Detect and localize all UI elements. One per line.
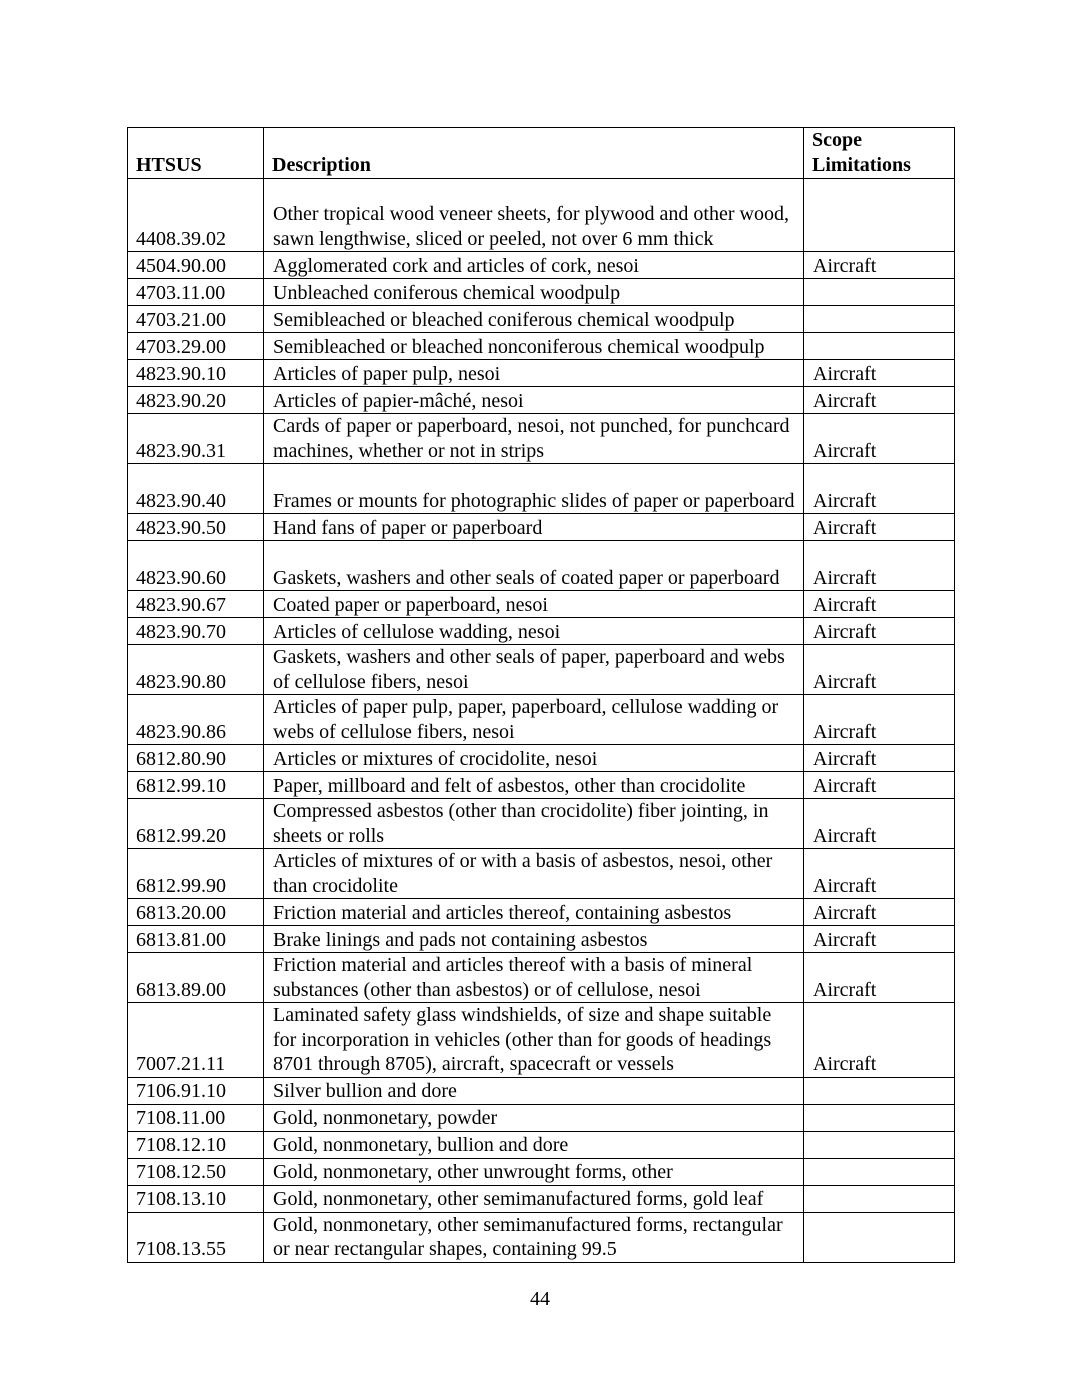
scope-limitation-cell <box>804 1158 955 1185</box>
htsus-code-cell: 4823.90.50 <box>128 514 264 541</box>
scope-limitation-cell <box>804 179 955 252</box>
table-row <box>128 1185 955 1212</box>
scope-limitation-cell: Aircraft <box>804 618 955 645</box>
htsus-code-cell: 7106.91.10 <box>128 1077 264 1104</box>
table-row <box>128 179 955 252</box>
description-cell: Compressed asbestos (other than crocidolite) fiber jointing, in sheets or rolls <box>264 799 804 849</box>
htsus-code-cell: 7108.12.10 <box>128 1131 264 1158</box>
table-row <box>128 591 955 618</box>
htsus-code-cell: 7108.13.55 <box>128 1212 264 1262</box>
scope-limitation-cell: Aircraft <box>804 849 955 899</box>
description-cell: Friction material and articles thereof, containing asbestos <box>264 899 804 926</box>
htsus-code-cell: 7007.21.11 <box>128 1003 264 1078</box>
htsus-code-cell: 4504.90.00 <box>128 252 264 279</box>
table-row <box>128 799 955 849</box>
table-row <box>128 464 955 514</box>
table-header <box>128 128 955 179</box>
htsus-code-cell: 4823.90.40 <box>128 464 264 514</box>
table-row <box>128 1158 955 1185</box>
htsus-code-cell: 4823.90.31 <box>128 414 264 464</box>
table-row <box>128 333 955 360</box>
table-row <box>128 772 955 799</box>
scope-limitation-cell <box>804 1131 955 1158</box>
scope-limitation-cell: Aircraft <box>804 926 955 953</box>
description-cell: Gold, nonmonetary, powder <box>264 1104 804 1131</box>
table-row <box>128 645 955 695</box>
description-cell: Hand fans of paper or paperboard <box>264 514 804 541</box>
table-row <box>128 695 955 745</box>
scope-limitation-cell: Aircraft <box>804 953 955 1003</box>
table-row <box>128 1003 955 1078</box>
scope-limitation-cell: Aircraft <box>804 414 955 464</box>
description-cell: Silver bullion and dore <box>264 1077 804 1104</box>
htsus-code-cell: 4823.90.70 <box>128 618 264 645</box>
table-row <box>128 1104 955 1131</box>
htsus-code-cell: 4703.11.00 <box>128 279 264 306</box>
table-row <box>128 926 955 953</box>
scope-limitation-cell <box>804 279 955 306</box>
htsus-code-cell: 4823.90.86 <box>128 695 264 745</box>
scope-limitation-cell: Aircraft <box>804 360 955 387</box>
description-cell: Gold, nonmonetary, other semimanufactured forms, gold leaf <box>264 1185 804 1212</box>
scope-limitation-cell: Aircraft <box>804 252 955 279</box>
description-cell: Articles of mixtures of or with a basis of asbestos, nesoi, other than crocidolite <box>264 849 804 899</box>
htsus-code-cell: 4703.29.00 <box>128 333 264 360</box>
description-cell: Articles or mixtures of crocidolite, nesoi <box>264 745 804 772</box>
scope-limitation-cell: Aircraft <box>804 745 955 772</box>
table-row <box>128 849 955 899</box>
htsus-code-cell: 6812.80.90 <box>128 745 264 772</box>
table-row <box>128 899 955 926</box>
scope-limitation-cell <box>804 306 955 333</box>
htsus-code-cell: 4823.90.20 <box>128 387 264 414</box>
header-scope-limitations: Scope Limitations <box>804 128 955 179</box>
description-cell: Semibleached or bleached coniferous chemical woodpulp <box>264 306 804 333</box>
htsus-code-cell: 4823.90.10 <box>128 360 264 387</box>
table-row <box>128 541 955 591</box>
description-cell: Paper, millboard and felt of asbestos, other than crocidolite <box>264 772 804 799</box>
scope-limitation-cell: Aircraft <box>804 464 955 514</box>
description-cell: Gold, nonmonetary, other unwrought forms, other <box>264 1158 804 1185</box>
scope-limitation-cell: Aircraft <box>804 695 955 745</box>
scope-limitation-cell: Aircraft <box>804 799 955 849</box>
description-cell: Friction material and articles thereof with a basis of mineral substances (other than asbestos) or of cellulose, nesoi <box>264 953 804 1003</box>
table-body <box>128 179 955 1263</box>
scope-limitation-cell: Aircraft <box>804 1003 955 1078</box>
scope-limitation-cell: Aircraft <box>804 387 955 414</box>
header-row <box>128 128 955 179</box>
description-cell: Cards of paper or paperboard, nesoi, not punched, for punchcard machines, whether or not in strips <box>264 414 804 464</box>
htsus-code-cell: 6813.89.00 <box>128 953 264 1003</box>
scope-limitation-cell: Aircraft <box>804 591 955 618</box>
description-cell: Unbleached coniferous chemical woodpulp <box>264 279 804 306</box>
scope-limitation-cell <box>804 333 955 360</box>
scope-limitation-cell <box>804 1212 955 1262</box>
scope-limitation-cell: Aircraft <box>804 899 955 926</box>
table-row <box>128 1131 955 1158</box>
table-row <box>128 279 955 306</box>
description-cell: Gaskets, washers and other seals of coated paper or paperboard <box>264 541 804 591</box>
htsus-code-cell: 4408.39.02 <box>128 179 264 252</box>
table-row <box>128 953 955 1003</box>
htsus-code-cell: 6812.99.90 <box>128 849 264 899</box>
description-cell: Articles of paper pulp, paper, paperboard, cellulose wadding or webs of cellulose fibers, nesoi <box>264 695 804 745</box>
header-htsus: HTSUS <box>128 128 264 179</box>
scope-limitation-cell: Aircraft <box>804 514 955 541</box>
htsus-code-cell: 6813.81.00 <box>128 926 264 953</box>
table-row <box>128 1077 955 1104</box>
description-cell: Articles of paper pulp, nesoi <box>264 360 804 387</box>
description-cell: Articles of cellulose wadding, nesoi <box>264 618 804 645</box>
description-cell: Gold, nonmonetary, bullion and dore <box>264 1131 804 1158</box>
htsus-code-cell: 4823.90.67 <box>128 591 264 618</box>
htsus-code-cell: 6813.20.00 <box>128 899 264 926</box>
scope-limitation-cell: Aircraft <box>804 772 955 799</box>
htsus-code-cell: 4703.21.00 <box>128 306 264 333</box>
htsus-code-cell: 7108.13.10 <box>128 1185 264 1212</box>
description-cell: Other tropical wood veneer sheets, for plywood and other wood, sawn lengthwise, sliced or peeled, not over 6 mm thick <box>264 179 804 252</box>
table-row <box>128 514 955 541</box>
description-cell: Coated paper or paperboard, nesoi <box>264 591 804 618</box>
scope-limitation-cell: Aircraft <box>804 645 955 695</box>
description-cell: Laminated safety glass windshields, of size and shape suitable for incorporation in vehicles (other than for goods of headings 8701 through 8705), aircraft, spacecraft or vessels <box>264 1003 804 1078</box>
table-row <box>128 387 955 414</box>
header-description: Description <box>264 128 804 179</box>
description-cell: Semibleached or bleached nonconiferous chemical woodpulp <box>264 333 804 360</box>
scope-limitation-cell <box>804 1104 955 1131</box>
scope-limitation-cell <box>804 1077 955 1104</box>
table-row <box>128 360 955 387</box>
htsus-code-cell: 6812.99.10 <box>128 772 264 799</box>
htsus-code-cell: 4823.90.60 <box>128 541 264 591</box>
htsus-table <box>127 127 955 1263</box>
table-row <box>128 1212 955 1262</box>
description-cell: Agglomerated cork and articles of cork, nesoi <box>264 252 804 279</box>
table-row <box>128 306 955 333</box>
description-cell: Articles of papier-mâché, nesoi <box>264 387 804 414</box>
htsus-code-cell: 4823.90.80 <box>128 645 264 695</box>
table-row <box>128 252 955 279</box>
table-row <box>128 745 955 772</box>
htsus-code-cell: 6812.99.20 <box>128 799 264 849</box>
htsus-code-cell: 7108.12.50 <box>128 1158 264 1185</box>
scope-limitation-cell: Aircraft <box>804 541 955 591</box>
description-cell: Brake linings and pads not containing asbestos <box>264 926 804 953</box>
scope-limitation-cell <box>804 1185 955 1212</box>
description-cell: Gaskets, washers and other seals of paper, paperboard and webs of cellulose fibers, nesoi <box>264 645 804 695</box>
description-cell: Gold, nonmonetary, other semimanufactured forms, rectangular or near rectangular shapes, containing 99.5 <box>264 1212 804 1262</box>
table-row <box>128 414 955 464</box>
table-row <box>128 618 955 645</box>
description-cell: Frames or mounts for photographic slides of paper or paperboard <box>264 464 804 514</box>
htsus-code-cell: 7108.11.00 <box>128 1104 264 1131</box>
page-number: 44 <box>530 1288 550 1310</box>
